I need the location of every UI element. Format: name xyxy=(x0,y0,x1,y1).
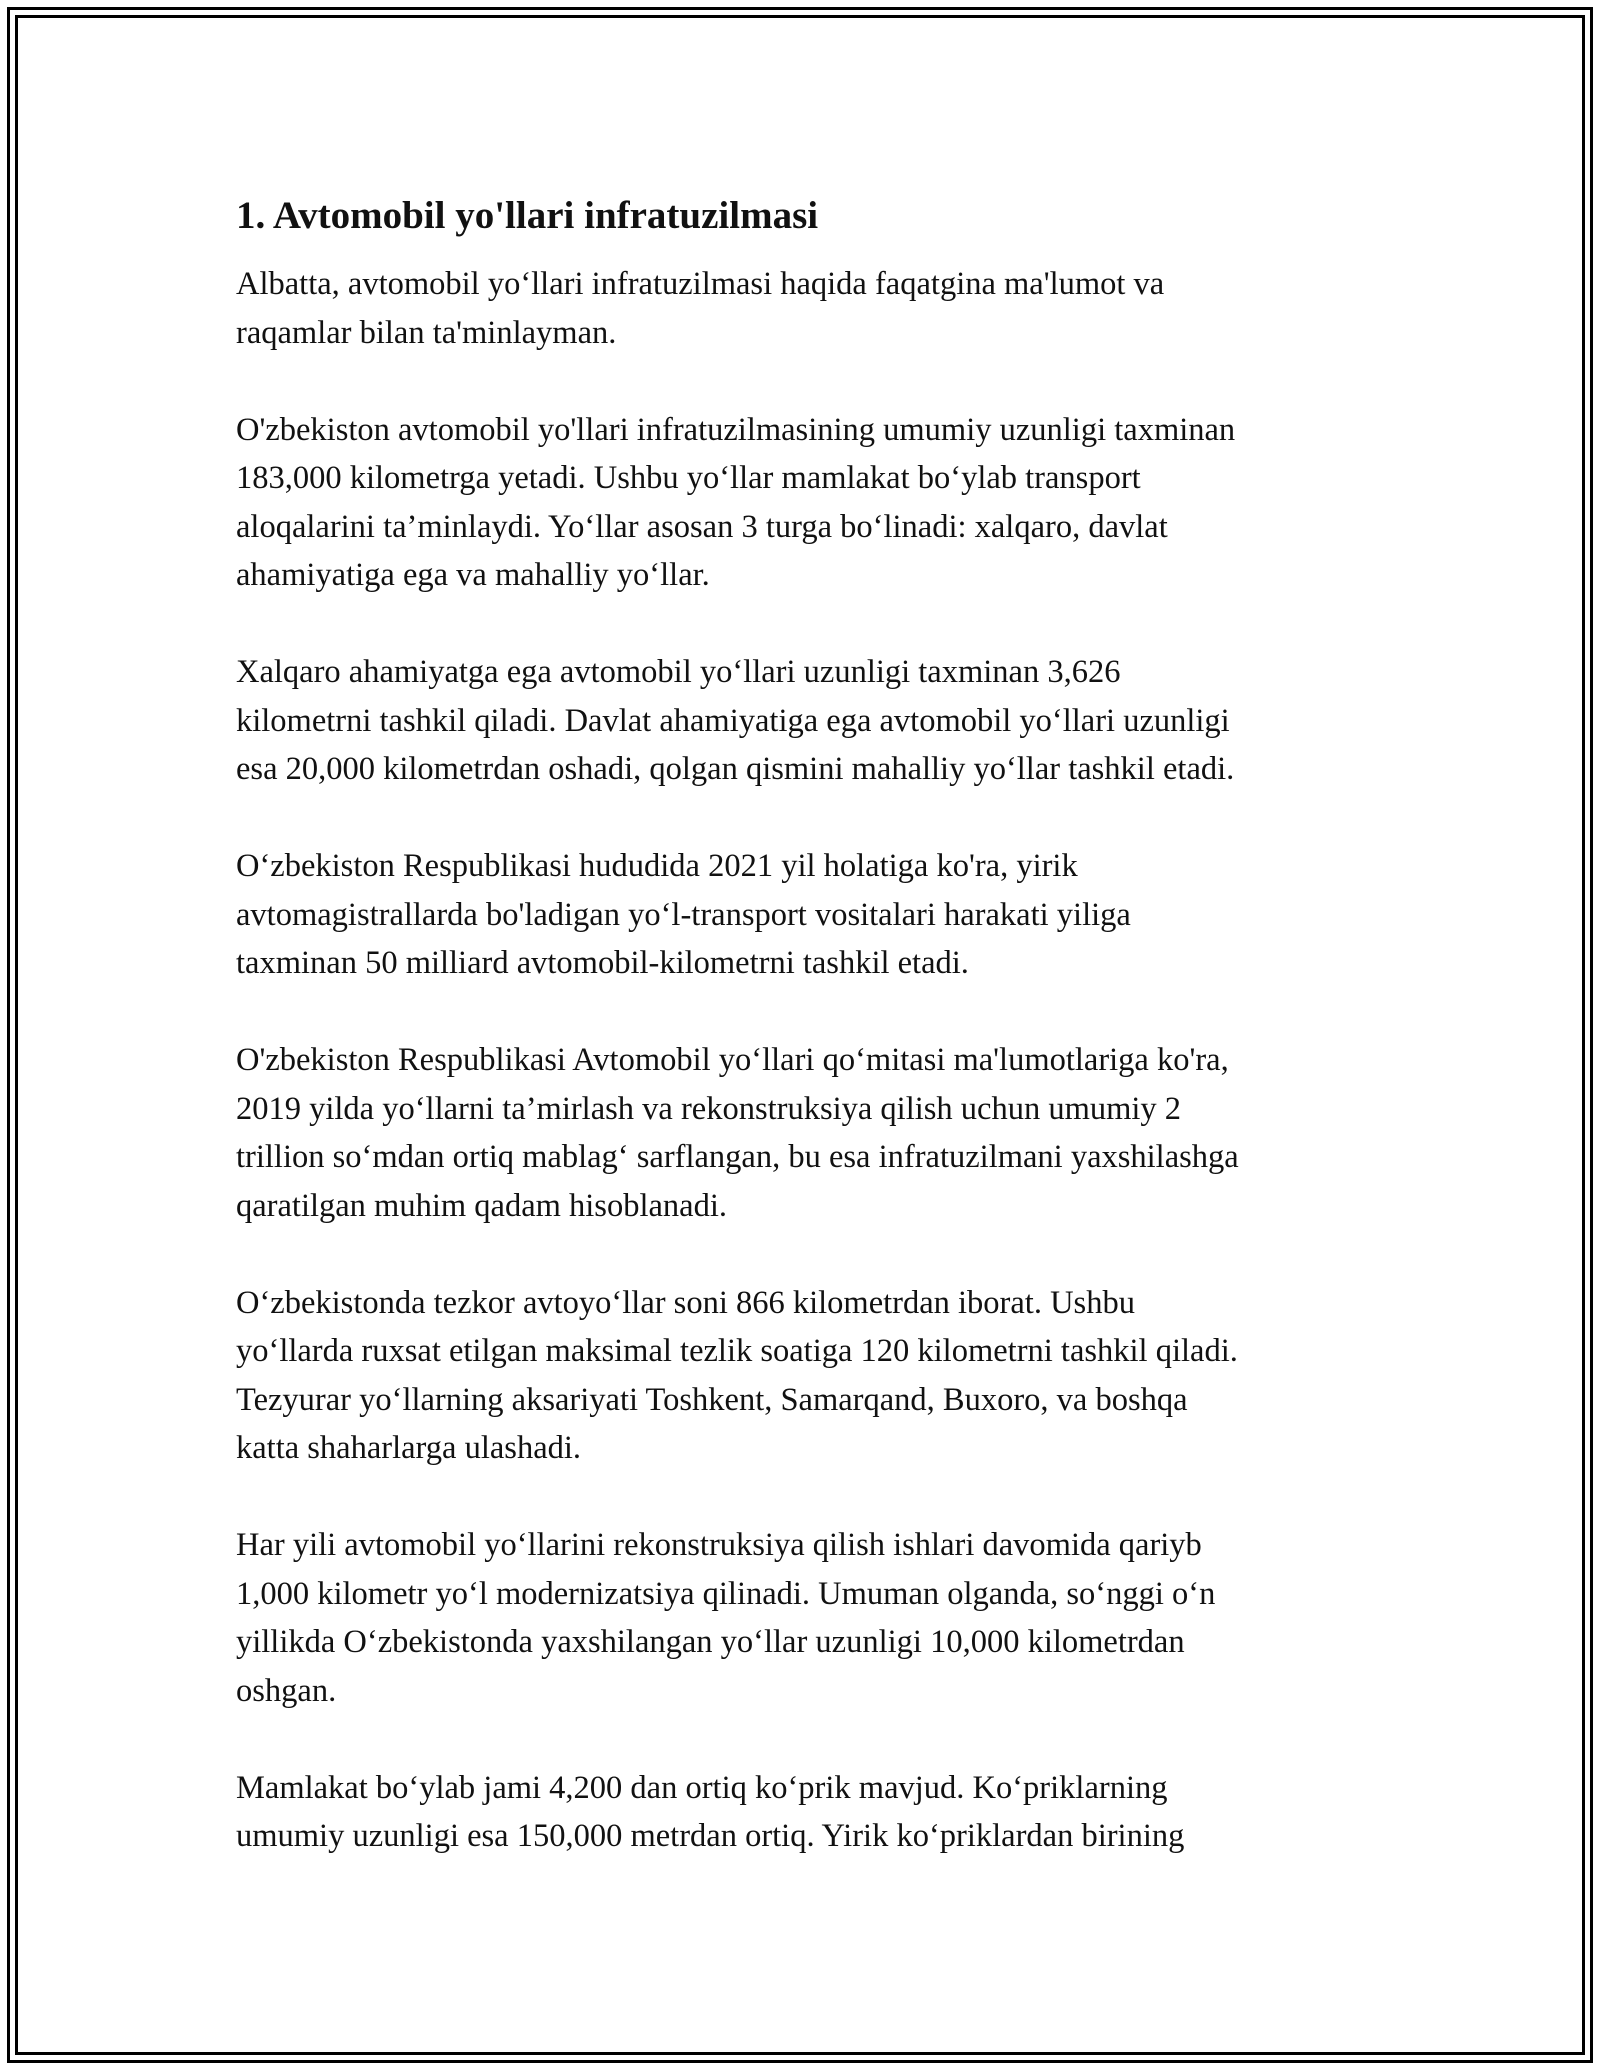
paragraph-traffic-volume: O‘zbekiston Respublikasi hududida 2021 yil holatiga ko'ra, yirik avtomagistrallarda bo'ladigan yo‘l-transport vositalari harakati yiliga taxminan 50 milliard avtomobil-kilometrni tashkil etadi. xyxy=(236,848,1131,981)
paragraph-expressways: O‘zbekistonda tezkor avtoyo‘llar soni 866 kilometrdan iborat. Ushbu yo‘llarda ruxsat etilgan maksimal tezlik soatiga 120 kilometrni tashkil qiladi. Tezyurar yo‘llarning aksariyati Toshkent, Samarqand, Buxoro, va boshqa katta shaharlarga ulashadi. xyxy=(236,1284,1238,1466)
paragraph-international-roads: Xalqaro ahamiyatga ega avtomobil yo‘llari uzunligi taxminan 3,626 kilometrni tashkil qiladi. Davlat ahamiyatiga ega avtomobil yo‘llari uzunligi esa 20,000 kilometrdan oshadi, qolgan qismini mahalliy yo‘llar tashkil etadi. xyxy=(236,654,1235,787)
document-page xyxy=(236,180,1386,1909)
paragraph-bridges: Mamlakat bo‘ylab jami 4,200 dan ortiq ko‘prik mavjud. Ko‘priklarning umumiy uzunligi esa 150,000 metrdan ortiq. Yirik ko‘priklardan birining xyxy=(236,1769,1185,1854)
paragraph-total-length: O'zbekiston avtomobil yo'llari infratuzilmasining umumiy uzunligi taxminan 183,000 kilometrga yetadi. Ushbu yo‘llar mamlakat bo‘ylab transport aloqalarini ta’minlaydi. Yo‘llar asosan 3 turga bo‘linadi: xalqaro, davlat ahamiyatiga ega va mahalliy yo‘llar. xyxy=(236,411,1236,593)
paragraph-repair-funding: O'zbekiston Respublikasi Avtomobil yo‘llari qo‘mitasi ma'lumotlariga ko'ra, 2019 yilda yo‘llarni ta’mirlash va rekonstruksiya qilish uchun umumiy 2 trillion so‘mdan ortiq mablag‘ sarflangan, bu esa infratuzilmani yaxshilashga qaratilgan muhim qadam hisoblanadi. xyxy=(236,1042,1239,1224)
paragraph-modernization: Har yili avtomobil yo‘llarini rekonstruksiya qilish ishlari davomida qariyb 1,000 kilometr yo‘l modernizatsiya qilinadi. Umuman olganda, so‘nggi o‘n yillikda O‘zbekistonda yaxshilangan yo‘llar uzunligi 10,000 kilometrdan oshgan. xyxy=(236,1527,1216,1709)
document-title: 1. Avtomobil yo'llari infratuzilmasi xyxy=(236,194,819,237)
paragraph-intro: Albatta, avtomobil yo‘llari infratuzilmasi haqida faqatgina ma'lumot va raqamlar bilan ta'minlayman. xyxy=(236,266,1165,351)
